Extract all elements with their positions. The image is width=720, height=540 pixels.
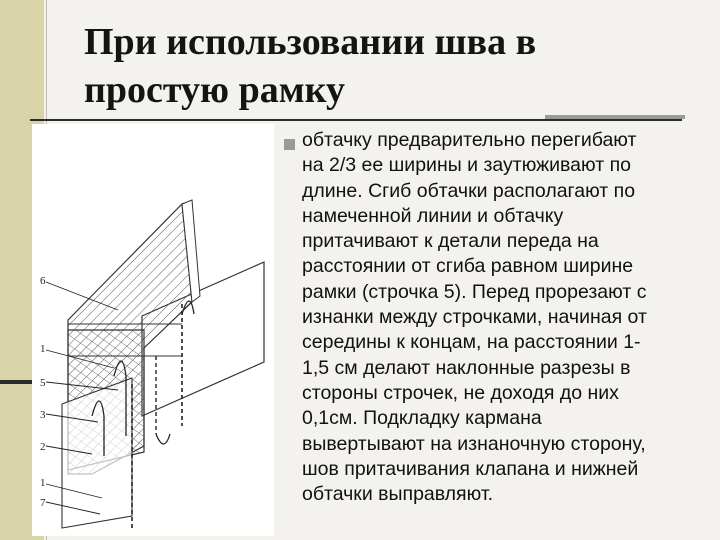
bullet-line: шов притачивания клапана и нижней [302,457,639,480]
cut-loop-4 [156,434,170,444]
bullet-line: изнанки между строчками, начиная от [302,306,647,329]
callout-label: 3 [40,409,46,421]
left-panel [62,378,132,528]
bullet-line: стороны строчек, не доходя до них [302,381,619,404]
seam-drawing [32,124,274,536]
bullet-line: намеченной линии и обтачку [302,204,564,227]
bullet-line: на 2/3 ее ширины и заутюживают по [302,154,631,177]
bullet-text [302,128,716,507]
callout-label: 7 [40,497,46,509]
bullet-square-icon [284,139,295,150]
bullet-line: вывертывают на изнаночную сторону, [302,432,646,455]
bullet-line: обтачки выправляют. [302,483,494,506]
seam-illustration [32,124,274,536]
bullet-line: расстоянии от сгиба равном ширине [302,255,634,278]
callout-label: 2 [40,441,46,453]
slide-title-line-1: При использовании шва в [84,21,537,63]
bullet-line: притачивают к детали переда на [302,230,599,253]
bullet-line: 1,5 см делают наклонные разрезы в [302,356,631,379]
bullet-line: 0,1см. Подкладку кармана [302,407,542,430]
slide-title [84,18,644,114]
title-underline-accent [545,115,685,119]
bullet-line: рамки (строчка 5). Перед прорезают с [302,280,647,303]
bullet-line: середины к концам, на расстоянии 1- [302,331,641,354]
callout-label: 1 [40,343,46,355]
bullet-line: обтачку предварительно перегибают [302,129,637,151]
callout-label: 1 [40,477,46,489]
callout-label: 6 [40,275,46,287]
callout-label: 5 [40,377,46,389]
bullet-line: длине. Сгиб обтачки располагают по [302,179,636,202]
title-underline [30,119,682,121]
slide-title-line-2: простую рамку [84,69,345,111]
